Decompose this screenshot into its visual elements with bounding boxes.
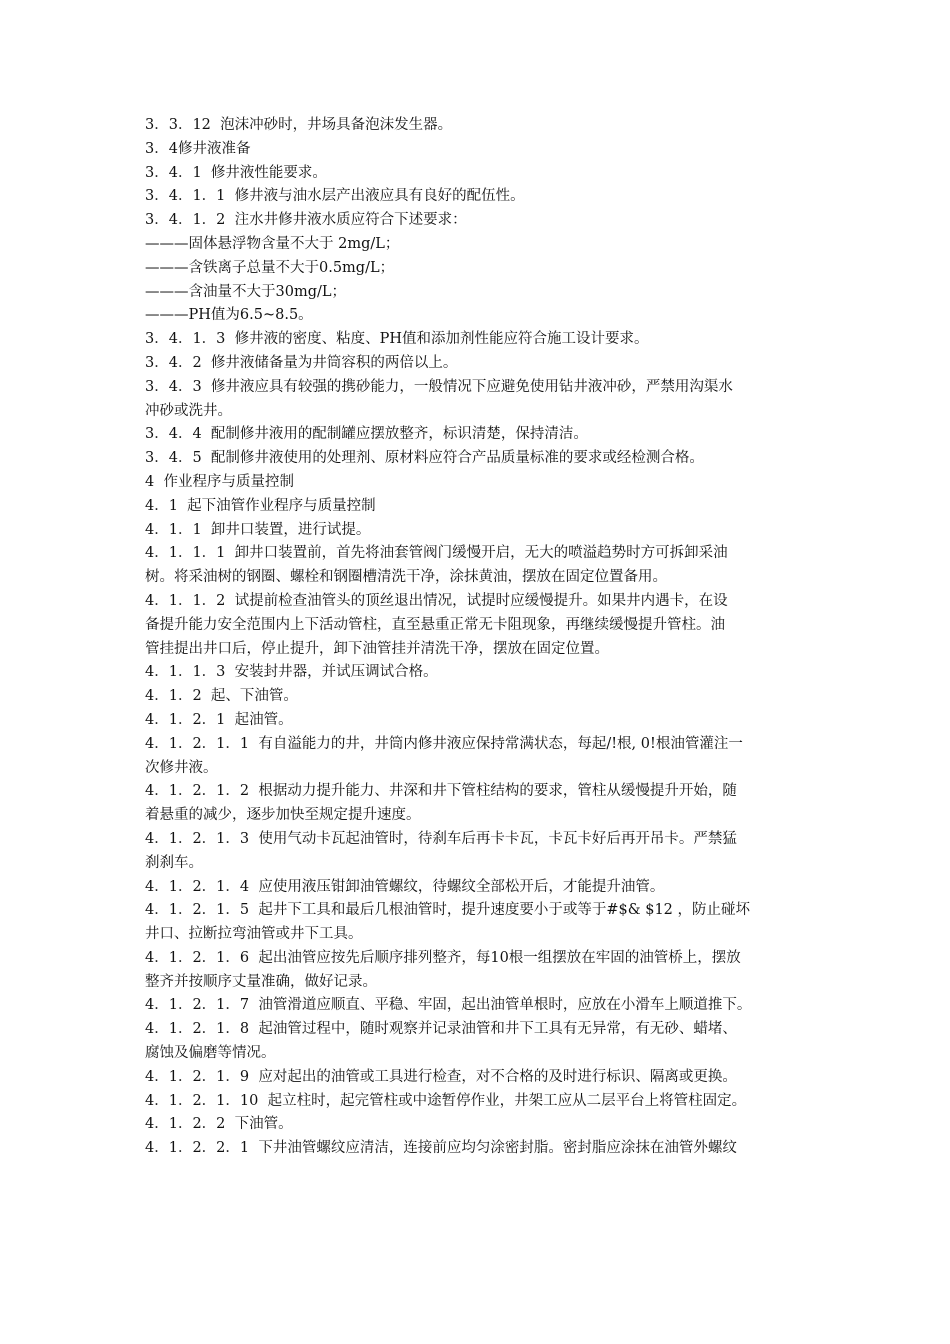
text-line: 3．4修井液准备 [145,140,251,157]
text-line: 井口、拉断拉弯油管或井下工具。 [145,926,363,943]
text-line: ———固体悬浮物含量不大于 2mg/L； [145,235,400,252]
text-line: 4．1．2．1．7 油管滑道应顺直、平稳、牢固，起出油管单根时，应放在小滑车上顺道推下。 [145,997,752,1014]
text-line: 冲砂或洗井。 [145,402,232,419]
text-line: 3．4．5 配制修井液使用的处理剂、原材料应符合产品质量标准的要求或经检测合格。 [145,450,704,467]
text-line: 4．1．2．1．8 起油管过程中，随时观察并记录油管和井下工具有无异常，有无砂、蜡堵、 [145,1021,737,1038]
text-line: 3．4．2 修井液储备量为井筒容积的两倍以上。 [145,354,458,371]
text-line: 3．4．1．2 注水井修井液水质应符合下述要求： [145,212,467,229]
text-line: 管挂提出井口后，停止提升，卸下油管挂并清洗干净，摆放在固定位置。 [145,640,609,657]
text-line: 3．4．1 修井液性能要求。 [145,164,327,181]
text-line: 4．1．2．2 下油管。 [145,1116,293,1133]
text-line: 4．1．2．1 起油管。 [145,711,293,728]
text-line: 3．4．4 配制修井液用的配制罐应摆放整齐，标识清楚，保持清洁。 [145,426,588,443]
text-line: 4．1．2．1．3 使用气动卡瓦起油管时，待刹车后再卡卡瓦，卡瓦卡好后再开吊卡。严禁猛 [145,830,737,847]
text-line: ———含油量不大于30mg/L； [145,283,346,300]
document-body [145,114,810,1161]
text-line: 树。将采油树的钢圈、螺栓和钢圈槽清洗干净，涂抹黄油，摆放在固定位置备用。 [145,569,667,586]
text-line: 3．3．12 泡沫冲砂时，井场具备泡沫发生器。 [145,117,453,133]
text-line: 3．4．3 修井液应具有较强的携砂能力，一般情况下应避免使用钻井液冲砂，严禁用沟渠水 [145,378,733,395]
text-line: 备提升能力安全范围内上下活动管柱，直至悬重正常无卡阻现象，再继续缓慢提升管柱。油 [145,616,725,633]
text-line: 3．4．1．3 修井液的密度、粘度、PH值和添加剂性能应符合施工设计要求。 [145,331,649,348]
text-line: 4．1．2 起、下油管。 [145,688,298,705]
text-line: 4．1．1 卸井口装置，进行试提。 [145,521,371,538]
text-line: 4．1．2．1．9 应对起出的油管或工具进行检查，对不合格的及时进行标识、隔离或更换。 [145,1068,737,1085]
text-line: 腐蚀及偏磨等情况。 [145,1045,276,1062]
text-line: 4．1．2．1．2 根据动力提升能力、井深和井下管柱结构的要求，管柱从缓慢提升开始，随 [145,783,737,800]
text-line: 4．1．2．1．5 起井下工具和最后几根油管时，提升速度要小于或等于#$& $12 ，防止碰坏 [145,902,751,919]
text-line: ———PH值为6.5~8.5。 [145,307,313,324]
text-line: ———含铁离子总量不大于0.5mg/L； [145,259,395,276]
text-line: 4．1．2．1．4 应使用液压钳卸油管螺纹，待螺纹全部松开后，才能提升油管。 [145,878,665,895]
text-line: 刹刹车。 [145,854,203,871]
text-line: 4．1．1．2 试提前检查油管头的顶丝退出情况，试提时应缓慢提升。如果井内遇卡，在设 [145,592,728,609]
text-line: 整齐并按顺序丈量准确，做好记录。 [145,973,377,990]
text-line: 4．1．1．3 安装封井器，并试压调试合格。 [145,664,438,681]
text-line: 3．4．1．1 修井液与油水层产出液应具有良好的配伍性。 [145,188,525,205]
text-line: 4．1．2．1．6 起出油管应按先后顺序排列整齐，每10根一组摆放在牢固的油管桥上，摆放 [145,949,741,966]
text-line: 4．1 起下油管作业程序与质量控制 [145,497,376,514]
text-line: 着悬重的减少，逐步加快至规定提升速度。 [145,807,421,824]
text-line: 4．1．1．1 卸井口装置前，首先将油套管阀门缓慢开启，无大的喷溢趋势时方可拆卸采油 [145,545,728,562]
text-line: 4 作业程序与质量控制 [145,473,294,490]
text-line: 4．1．2．1．1 有自溢能力的井，井筒内修井液应保持常满状态，每起/!根, 0!根油管灌注一 [145,735,743,752]
text-line: 次修井液。 [145,759,218,776]
text-line: 4．1．2．2．1 下井油管螺纹应清洁，连接前应均匀涂密封脂。密封脂应涂抹在油管外螺纹 [145,1140,737,1157]
text-line: 4．1．2．1．10 起立柱时，起完管柱或中途暂停作业，井架工应从二层平台上将管柱固定。 [145,1092,747,1109]
